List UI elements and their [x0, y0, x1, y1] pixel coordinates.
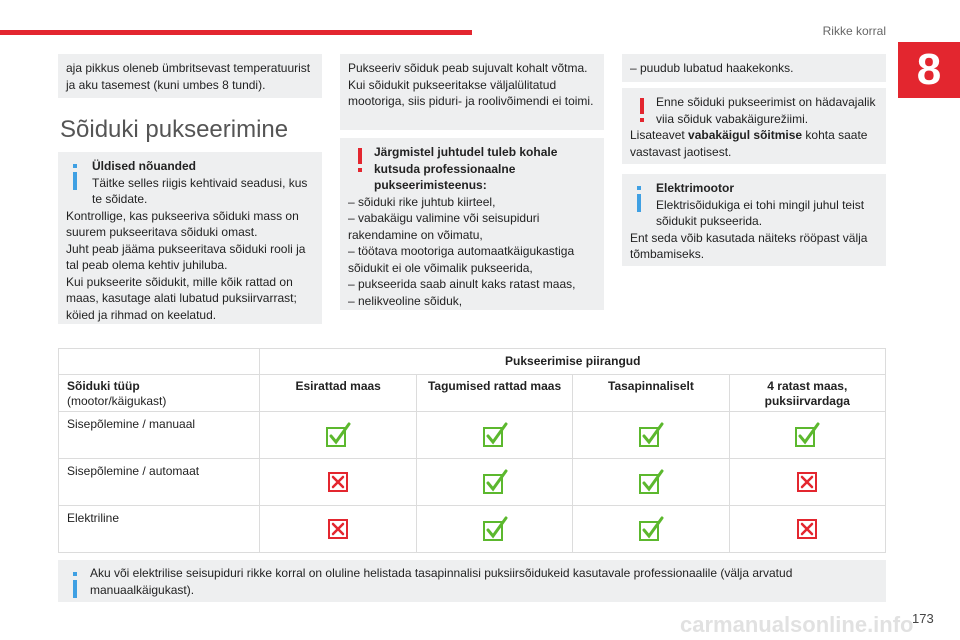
table-row [59, 412, 886, 459]
check-icon [325, 422, 351, 448]
general-advice-line3: Juht peab jääma pukseeritava sõiduki rooli ja tal peab olema kehtiv juhiluba. [66, 241, 306, 272]
general-advice-line1: Täitke selles riigis kehtivaid seadusi, kus te sõidate. [92, 175, 308, 206]
column-header: Esirattad maas [260, 375, 416, 412]
professional-item-3: – töötava mootoriga automaatkäigukastiga sõidukit ei ole võimalik pukseerida, [348, 244, 575, 275]
check-icon [638, 516, 664, 542]
status-cell [260, 506, 416, 553]
check-icon [638, 469, 664, 495]
neutral-warning-post: kohta saate vastavast jaotisest. [630, 128, 868, 159]
check-icon [482, 516, 508, 542]
towing-start-text: Pukseeriv sõiduk peab sujuvalt kohalt võtma. Kui sõidukit pukseeritakse väljalülitatud mootoriga, siis piduri- ja roolivõimendi ei toimi. [348, 61, 594, 108]
professional-warning-title: Järgmistel juhtudel tuleb kohale kutsuda professionaalne pukseerimisteenus: [374, 145, 558, 192]
status-cell [260, 412, 416, 459]
status-cell [416, 459, 572, 506]
info-icon [637, 194, 641, 212]
professional-item-2: – vabakäigu valimine või seisupiduri rakendamine on võimatu, [348, 211, 540, 242]
towing-hook-text: – puudub lubatud haakekonks. [630, 61, 794, 75]
check-icon [482, 469, 508, 495]
cross-icon [325, 516, 351, 542]
status-cell [416, 412, 572, 459]
bottom-note-text: Aku või elektrilise seisupiduri rikke korral on oluline helistada tasapinnalisi puksiirsõidukeid kasutavale professionaalile (välja arvatud manuaalkäigukast). [90, 566, 793, 597]
row-label: Sisepõlemine / manuaal [59, 412, 260, 459]
electric-motor-box [622, 174, 886, 266]
watermark: carmanualsonline.info [680, 612, 914, 637]
section-title: Rikke korral [822, 24, 886, 38]
page-number: 173 [912, 611, 934, 626]
status-cell [573, 506, 729, 553]
table-corner-normal: (mootor/käigukast) [67, 394, 167, 408]
row-label: Elektriline [59, 506, 260, 553]
status-cell [416, 506, 572, 553]
towing-hook-box [622, 54, 886, 82]
professional-item-1: – sõiduki rike juhtub kiirteel, [348, 194, 496, 209]
towing-start-box [340, 54, 604, 130]
general-advice-box [58, 152, 322, 324]
column-header: Tagumised rattad maas [416, 375, 572, 412]
status-cell [729, 506, 885, 553]
neutral-warning-link: vabakäigul sõitmise [688, 128, 803, 142]
check-icon [638, 422, 664, 448]
neutral-warning-line1: Enne sõiduki pukseerimist on hädavajalik viia sõiduk vabakäigurežiimi. [656, 95, 876, 126]
towing-restrictions-table [58, 348, 886, 553]
electric-motor-line1: Elektrisõidukiga ei tohi mingil juhul teist sõidukit pukseerida. [656, 197, 865, 228]
table-row [59, 506, 886, 553]
cross-icon [325, 469, 351, 495]
status-cell [729, 412, 885, 459]
table-corner-header [59, 375, 260, 412]
column-header: Tasapinnaliselt [573, 375, 729, 412]
warning-icon [358, 148, 362, 164]
electric-motor-line2: Ent seda võib kasutada näiteks rööpast välja tõmbamiseks. [630, 230, 868, 261]
professional-item-5: – nelikveoline sõiduk, [348, 293, 463, 308]
continued-text: aja pikkus oleneb ümbritsevast temperatuurist ja aku tasemest (kuni umbes 8 tundi). [66, 61, 311, 92]
neutral-mode-warning [622, 88, 886, 164]
bottom-info-box [58, 560, 886, 602]
status-cell [729, 459, 885, 506]
info-icon [73, 580, 77, 598]
general-advice-line2: Kontrollige, kas pukseeriva sõiduki mass on suurem pukseeritava sõiduki omast. [66, 208, 299, 239]
cross-icon [794, 469, 820, 495]
table-empty-corner [59, 349, 260, 375]
row-label: Sisepõlemine / automaat [59, 459, 260, 506]
header-accent-bar [0, 30, 472, 35]
general-advice-line4: Kui pukseerite sõidukit, mille kõik rattad on maas, kasutage alati lubatud puksiirvarrast; köied ja rihmad on keelatud. [66, 274, 297, 322]
warning-icon [640, 98, 644, 114]
check-icon [482, 422, 508, 448]
table-corner-bold: Sõiduki tüüp [67, 379, 140, 393]
table-title: Pukseerimise piirangud [260, 349, 886, 375]
professional-towing-warning [340, 138, 604, 310]
cross-icon [794, 516, 820, 542]
table-row [59, 459, 886, 506]
neutral-warning-pre: Lisateavet [630, 128, 689, 142]
page-heading: Sõiduki pukseerimine [60, 116, 289, 143]
general-advice-title: Üldised nõuanded [92, 159, 197, 173]
status-cell [573, 459, 729, 506]
chapter-number-tab: 8 [898, 42, 960, 98]
electric-motor-title: Elektrimootor [656, 181, 735, 195]
column-header: 4 ratast maas, puksiirvardaga [729, 375, 885, 412]
info-icon [73, 172, 77, 190]
continued-text-box [58, 54, 322, 98]
status-cell [573, 412, 729, 459]
check-icon [794, 422, 820, 448]
professional-item-4: – pukseerida saab ainult kaks ratast maas, [348, 277, 576, 291]
status-cell [260, 459, 416, 506]
